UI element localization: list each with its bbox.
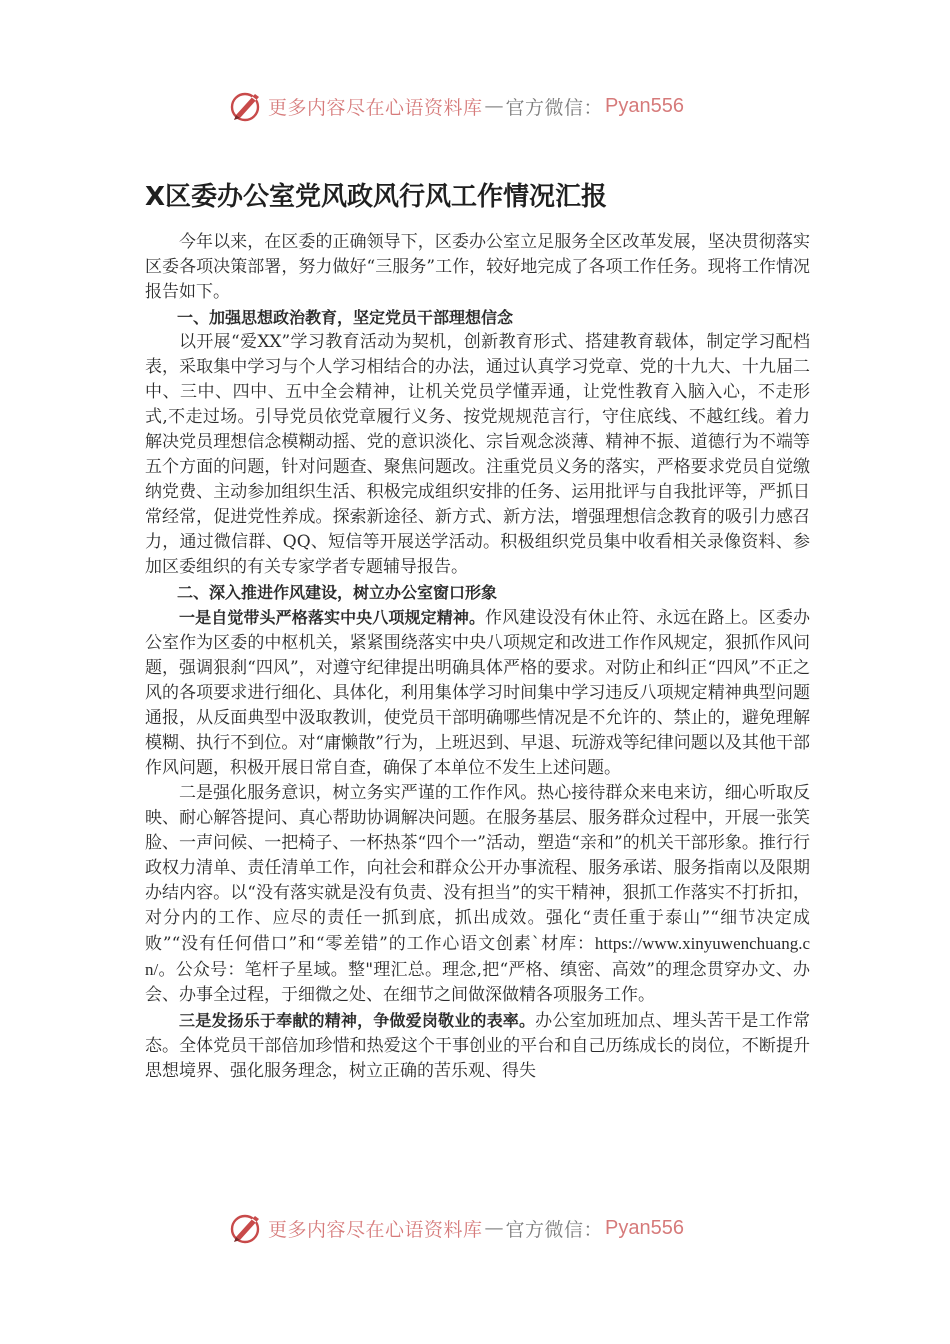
- pen-logo-icon: [228, 88, 264, 124]
- watermark-wechat-label: 官方微信：: [505, 96, 604, 119]
- point-3-text: 办公室加班加点、埋头苦干是工作常态。全体党员干部倍加珍惜和热爱这个干事创业的平台和自己历练成长的岗位，不断提升思想境界、强化服务理念，树立正确的苦乐观、得失: [145, 1011, 810, 1081]
- point-2-url: https://www.xinyuwenchuang.cn/: [145, 934, 810, 979]
- section-1-paragraph: 以开展“爱XX”学习教育活动为契机，创新教育形式、搭建教育载体，制定学习配档表，采取集中学习与个人学习相结合的办法，通过认真学习党章、党的十九大、十九届二中、三中、四中、五中全会精神，让机关党员学懂弄通，让党性教育入脑入心，不走形式,不走过场。引导党员依党章履行义务、按党规规范言行，守住底线、不越红线。着力解决党员理想信念模糊动摇、党的意识淡化、宗旨观念淡薄、精神不振、道德行为不端等五个方面的问题，针对问题查、聚焦问题改。注重党员义务的落实，严格要求党员自觉缴纳党费、主动参加组织生活、积极完成组织安排的任务、运用批评与自我批评等，严抓日常经常，促进党性养成。探索新途径、新方式、新方法，增强理想信念教育的吸引力感召力，通过微信群、QQ、短信等开展送学活动。积极组织党员集中收看相关录像资料、参加区委组织的有关专家学者专题辅导报告。: [145, 332, 810, 577]
- point-2-text-b: 。公众号：笔杆子星域。整"理汇总。理念,把“严格、缜密、高效”的理念贯穿办文、办会、办事全过程，于细微之处、在细节之间做深做精各项服务工作。: [145, 960, 810, 1005]
- watermark-wechat-id: Pyan556: [605, 1216, 684, 1239]
- watermark-text: 更多内容尽在心语资料库: [268, 96, 483, 119]
- watermark-separator: —: [484, 95, 504, 117]
- point-2-paragraph: [145, 781, 810, 1008]
- point-1-text: 作风建设没有休止符、永远在路上。区委办公室作为区委的中枢机关，紧紧围绕落实中央八项规定和改进工作作风规定，狠抓作风问题，强调狠刹“四风”，对遵守纪律提出明确具体严格的要求。对防止和纠正“四风”不正之风的各项要求进行细化、具体化，利用集体学习时间集中学习违反八项规定精神典型问题通报，从反面典型中汲取教训，使党员干部明确哪些情况是不允许的、禁止的，避免理解模糊、执行不到位。对“庸懒散”行为，上班迟到、早退、玩游戏等纪律问题以及其他干部作风问题，积极开展日常自查，确保了本单位不发生上述问题。: [145, 608, 810, 778]
- header-watermark: [228, 86, 748, 126]
- point-3-lead: 三是发扬乐于奉献的精神，争做爱岗敬业的表率。: [179, 1011, 536, 1030]
- section-1-heading: 一、加强思想政治教育，坚定党员干部理想信念: [177, 308, 514, 327]
- watermark-wechat-id: Pyan556: [605, 94, 684, 117]
- document-title: X区委办公室党风政风行风工作情况汇报: [145, 182, 608, 212]
- watermark-wechat-label: 官方微信：: [505, 1218, 604, 1241]
- point-1-lead: 一是自觉带头严格落实中央八项规定精神。: [179, 608, 486, 627]
- watermark-text: 更多内容尽在心语资料库: [268, 1218, 483, 1241]
- pen-logo-icon: [228, 1210, 264, 1246]
- intro-paragraph: 今年以来，在区委的正确领导下，区委办公室立足服务全区改革发展，坚决贯彻落实区委各项决策部署，努力做好“三服务”工作，较好地完成了各项工作任务。现将工作情况报告如下。: [145, 232, 810, 302]
- section-2-heading: 二、深入推进作风建设，树立办公室窗口形象: [177, 583, 498, 602]
- point-2-text-a: 二是强化服务意识，树立务实严谨的工作作风。热心接待群众来电来访，细心听取反映、耐心解答提问、真心帮助协调解决问题。在服务基层、服务群众过程中，开展一张笑脸、一声问候、一把椅子、一杯热茶“四个一”活动，塑造“亲和”的机关干部形象。推行行政权力清单、责任清单工作，向社会和群众公开办事流程、服务承诺、服务指南以及限期办结内容。以“没有落实就是没有负责、没有担当”的实干精神，狠抓工作落实不打折扣，对分内的工作、应尽的责任一抓到底，抓出成效。强化“责任重于泰山”“细节决定成败”“没有任何借口”和“零差错”的工作心语文创素`材库：: [145, 783, 810, 954]
- watermark-separator: —: [484, 1217, 504, 1239]
- point-3-paragraph: [145, 1008, 810, 1084]
- footer-watermark: [228, 1208, 748, 1248]
- document-body: [145, 230, 810, 1084]
- point-1-paragraph: [145, 605, 810, 781]
